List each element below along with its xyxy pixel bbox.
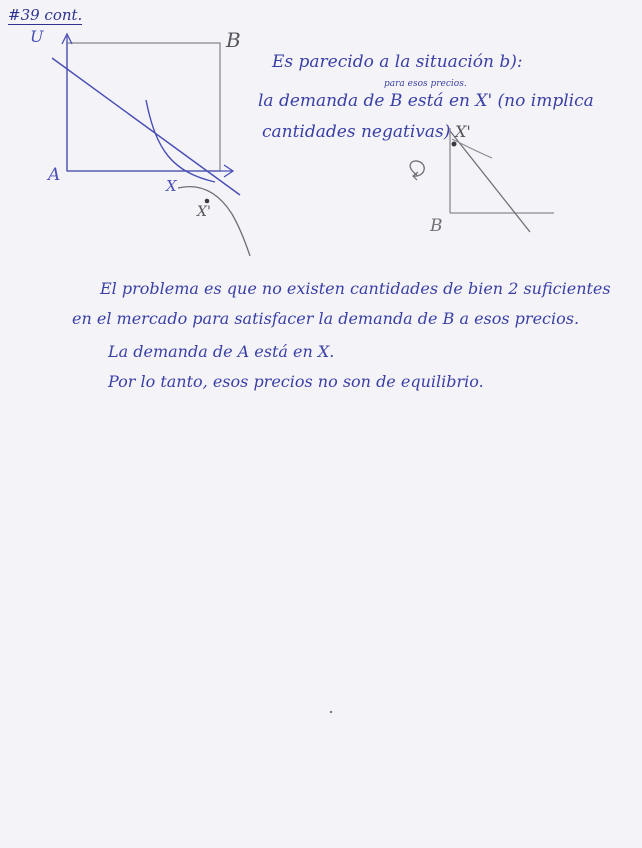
b-budget-line	[450, 131, 530, 232]
label-x: X	[166, 177, 177, 195]
edgeworth-box	[67, 43, 220, 171]
label-b-origin: B	[430, 216, 443, 236]
edgeworth-box-diagram	[52, 34, 250, 256]
body-line-1: El problema es que no existen cantidades de bien 2 suficientes	[100, 279, 611, 298]
body-line-2: en el mercado para satisfacer la demanda de B a esos precios.	[72, 309, 580, 328]
label-b-top: B	[226, 28, 241, 52]
b-point-x-prime	[452, 142, 457, 147]
label-b-x-prime: X'	[455, 122, 471, 141]
paper-dot	[330, 711, 332, 713]
page-header: #39 cont.	[8, 6, 83, 24]
rotation-symbol	[410, 161, 424, 176]
note-line-3: cantidades negativas)	[262, 122, 451, 142]
indifference-curve-b	[178, 187, 250, 256]
body-line-3: La demanda de A está en X.	[108, 342, 335, 361]
body-line-4: Por lo tanto, esos precios no son de equilibrio.	[108, 372, 484, 391]
note-insertion: para esos precios.	[384, 79, 467, 89]
b-indifference-curve	[452, 139, 492, 158]
point-x-prime	[205, 199, 210, 204]
label-u: U	[30, 27, 44, 46]
note-line-1: Es parecido a la situación b):	[272, 52, 523, 72]
note-line-2: la demanda de B está en X' (no implica	[258, 91, 594, 111]
budget-line	[52, 58, 240, 195]
label-x-prime: X'	[197, 204, 211, 220]
label-a: A	[48, 165, 61, 185]
